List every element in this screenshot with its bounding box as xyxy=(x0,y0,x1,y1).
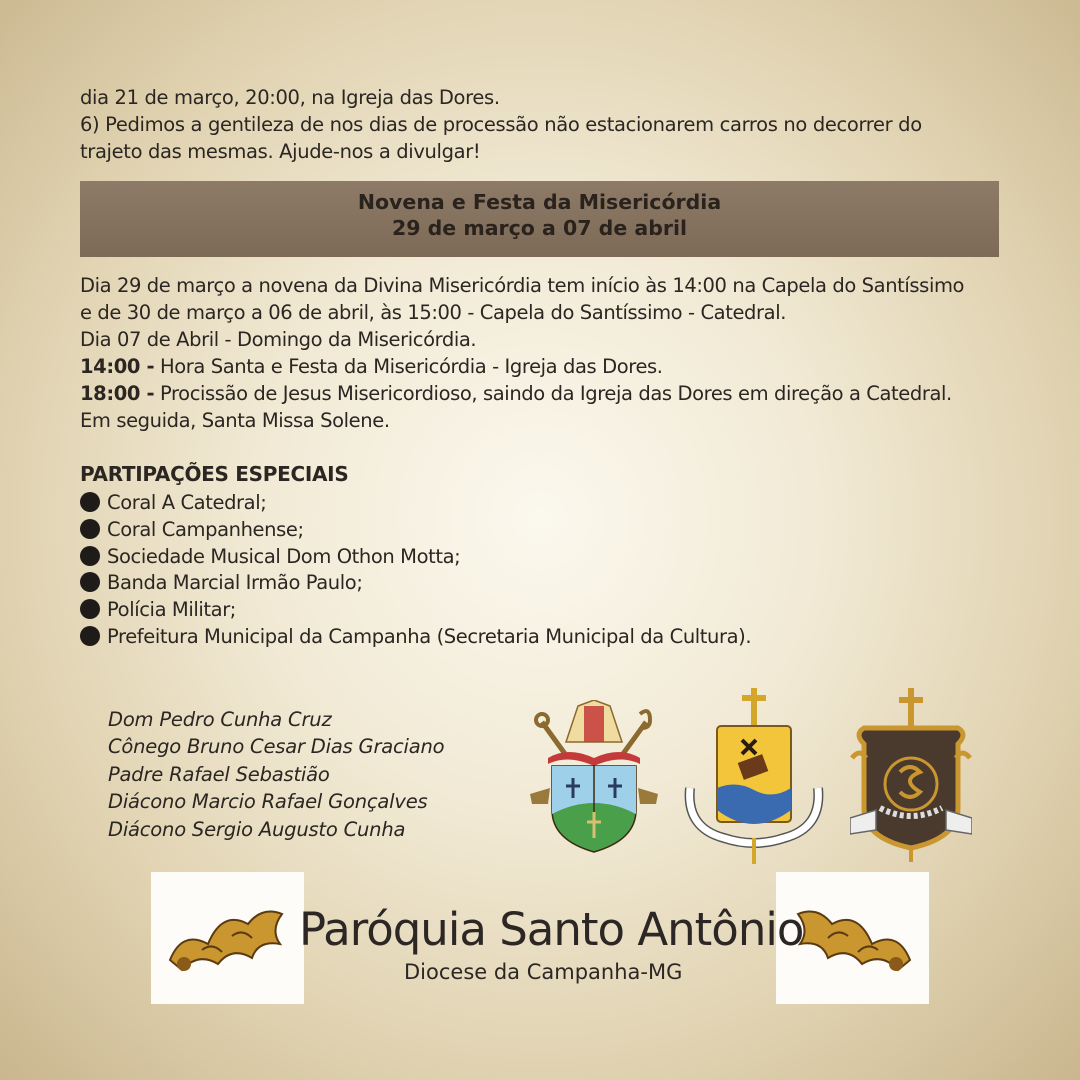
brotherhood-emblem-icon xyxy=(850,688,972,862)
bullet-icon xyxy=(80,519,100,539)
ornament-scroll-left-icon xyxy=(162,900,294,980)
schedule-line: Dia 07 de Abril - Domingo da Misericórdia. xyxy=(80,328,477,351)
list-item: Coral A Catedral; xyxy=(80,490,751,517)
special-title: PARTIPAÇÕES ESPECIAIS xyxy=(80,462,349,486)
schedule-event: Procissão de Jesus Misericordioso, saindo da Igreja das Dores em direção a Catedral. xyxy=(154,382,952,405)
intro-text xyxy=(80,84,1008,165)
schedule-line xyxy=(80,380,1020,407)
schedule-time: 14:00 - xyxy=(80,355,155,378)
list-item: Prefeitura Municipal da Campanha (Secretaria Municipal da Cultura). xyxy=(80,624,751,651)
banner-title: Novena e Festa da Misericórdia xyxy=(357,190,722,214)
clergy-name: Padre Rafael Sebastião xyxy=(108,762,330,786)
bullet-icon xyxy=(80,492,100,512)
intro-line-2: 6) Pedimos a gentileza de nos dias de processão não estacionarem carros no decorrer do xyxy=(80,113,922,136)
footer-diocese: Diocese da Campanha-MG xyxy=(404,960,683,984)
footer-parish-name: Paróquia Santo Antônio xyxy=(299,903,804,956)
clergy-name: Cônego Bruno Cesar Dias Graciano xyxy=(108,735,445,759)
novena-banner xyxy=(80,181,999,257)
intro-line-3: trajeto das mesmas. Ajude-nos a divulgar! xyxy=(80,140,481,163)
bullet-icon xyxy=(80,546,100,566)
bullet-icon xyxy=(80,599,100,619)
clergy-list xyxy=(108,706,444,843)
list-item: Coral Campanhense; xyxy=(80,517,751,544)
list-item: Sociedade Musical Dom Othon Motta; xyxy=(80,544,751,571)
clergy-name: Dom Pedro Cunha Cruz xyxy=(108,708,332,731)
schedule xyxy=(80,272,1020,434)
schedule-line: Em seguida, Santa Missa Solene. xyxy=(80,409,390,432)
bullet-icon xyxy=(80,572,100,592)
schedule-event: Hora Santa e Festa da Misericórdia - Igreja das Dores. xyxy=(154,355,663,378)
list-item: Banda Marcial Irmão Paulo; xyxy=(80,570,751,597)
ornament-scroll-right-icon xyxy=(786,900,918,980)
schedule-line: Dia 29 de março a novena da Divina Misericórdia tem início às 14:00 na Capela do Santíssimo xyxy=(80,274,965,297)
clergy-name: Diácono Sergio Augusto Cunha xyxy=(108,817,406,841)
clergy-name: Diácono Marcio Rafael Gonçalves xyxy=(108,790,428,814)
schedule-time: 18:00 - xyxy=(80,382,155,405)
special-list xyxy=(80,490,751,651)
schedule-line xyxy=(80,353,1020,380)
banner-dates: 29 de março a 07 de abril xyxy=(391,216,688,240)
diocese-coat-of-arms-icon xyxy=(528,700,660,858)
bullet-icon xyxy=(80,626,100,646)
intro-line-1: dia 21 de março, 20:00, na Igreja das Dores. xyxy=(80,86,500,109)
list-item: Polícia Militar; xyxy=(80,597,751,624)
schedule-line: e de 30 de março a 06 de abril, às 15:00 - Capela do Santíssimo - Catedral. xyxy=(80,301,787,324)
parish-seal-icon xyxy=(684,688,824,864)
